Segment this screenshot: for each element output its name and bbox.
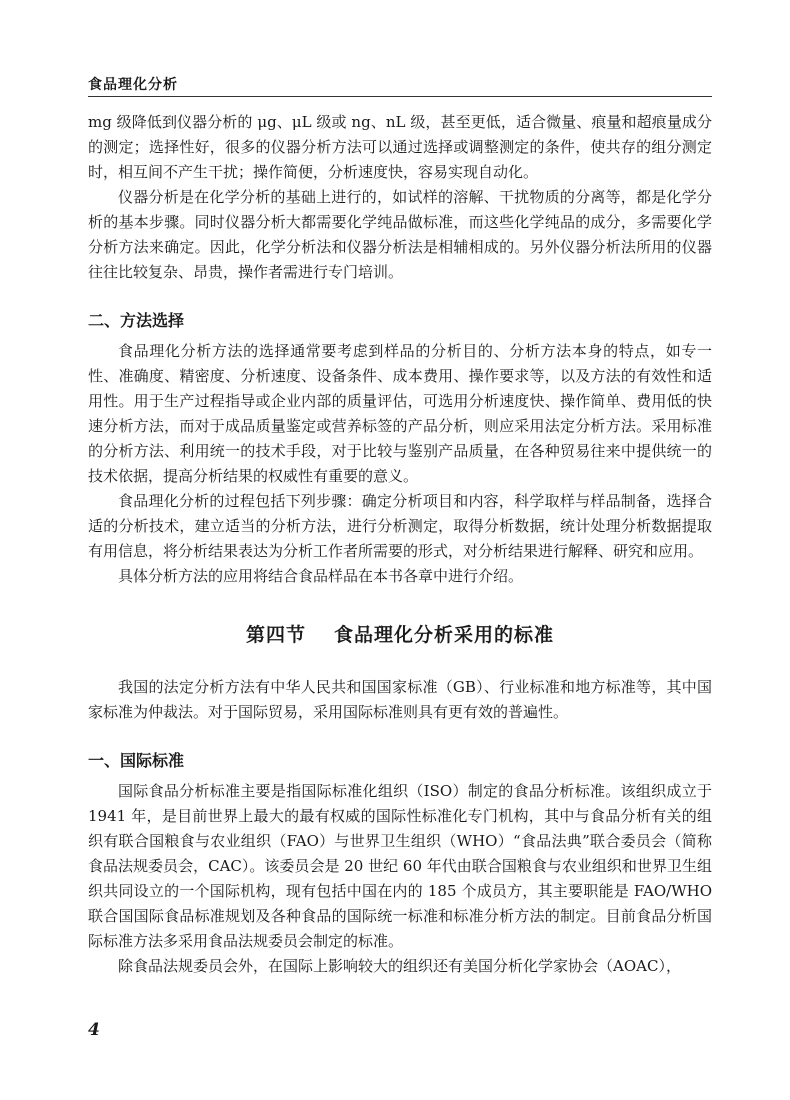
intro-paragraph-continued: mg 级降低到仪器分析的 μg、μL 级或 ng、nL 级，甚至更低，适合微量、痕量和超痕量成分的测定；选择性好，很多的仪器分析方法可以通过选择或调整测定的条件，使共存的组分测定时，相互间不产生干扰；操作简便，分析速度快，容易实现自动化。: [88, 113, 712, 181]
method-selection-heading: 二、方法选择: [88, 311, 185, 330]
international-standards-paragraph: 国际食品分析标准主要是指国际标准化组织（ISO）制定的食品分析标准。该组织成立于 1941 年，是目前世界上最大的最有权威的国际性标准化专门机构，其中与食品分析有关的组织有联合国粮食与农业组织（FAO）与世界卫生组织（WHO）“食品法典”联合委员会（简称食品法规委员会，CAC）。该委员会是 20 世纪 60 年代由联合国粮食与农业组织和世界卫生组织共同设立的一个国际机构，现有包括中国在内的 185 个成员方，其主要职能是 FAO/WHO 联合国国际食品标准规划及各种食品的国际统一标准和标准分析方法的制定。目前食品分析国际标准方法多采用食品法规委员会制定的标准。: [88, 782, 712, 950]
intro-paragraph: 仪器分析是在化学分析的基础上进行的，如试样的溶解、干扰物质的分离等，都是化学分析的基本步骤。同时仪器分析大都需要化学纯品做标准，而这些化学纯品的成分，多需要化学分析方法来确定。因此，化学分析法和仪器分析法是相辅相成的。另外仪器分析法所用的仪器往往比较复杂、昂贵，操作者需进行专门培训。: [88, 188, 712, 281]
international-standards-heading: 一、国际标准: [88, 751, 185, 770]
page-body: [88, 110, 712, 979]
method-selection-paragraph: 食品理化分析方法的选择通常要考虑到样品的分析目的、分析方法本身的特点，如专一性、准确度、精密度、分析速度、设备条件、成本费用、操作要求等，以及方法的有效性和适用性。用于生产过程指导或企业内部的质量评估，可选用分析速度快、操作简单、费用低的快速分析方法，而对于成品质量鉴定或营养标签的产品分析，则应采用法定分析方法。采用标准的分析方法、利用统一的技术手段，对于比较与鉴别产品质量，在各种贸易往来中提供统一的技术依据，提高分析结果的权威性有重要的意义。: [88, 342, 712, 485]
header-rule: [88, 96, 712, 97]
section-heading: [88, 621, 712, 649]
section-title: 食品理化分析采用的标准: [334, 624, 555, 646]
page-number: 4: [88, 1020, 100, 1040]
section-intro-paragraph: 我国的法定分析方法有中华人民共和国国家标准（GB）、行业标准和地方标准等，其中国家标准为仲裁法。对于国际贸易，采用国际标准则具有更有效的普遍性。: [88, 678, 712, 721]
method-selection-paragraph: 食品理化分析的过程包括下列步骤：确定分析项目和内容，科学取样与样品制备，选择合适的分析技术，建立适当的分析方法，进行分析测定，取得分析数据，统计处理分析数据提取有用信息，将分析结果表达为分析工作者所需要的形式，对分析结果进行解释、研究和应用。: [88, 492, 712, 560]
method-selection-paragraph: 具体分析方法的应用将结合食品样品在本书各章中进行介绍。: [118, 567, 524, 585]
running-header: 食品理化分析: [88, 77, 178, 93]
section-number: 第四节: [245, 624, 306, 646]
international-standards-paragraph: 除食品法规委员会外，在国际上影响较大的组织还有美国分析化学家协会（AOAC），: [118, 957, 681, 975]
